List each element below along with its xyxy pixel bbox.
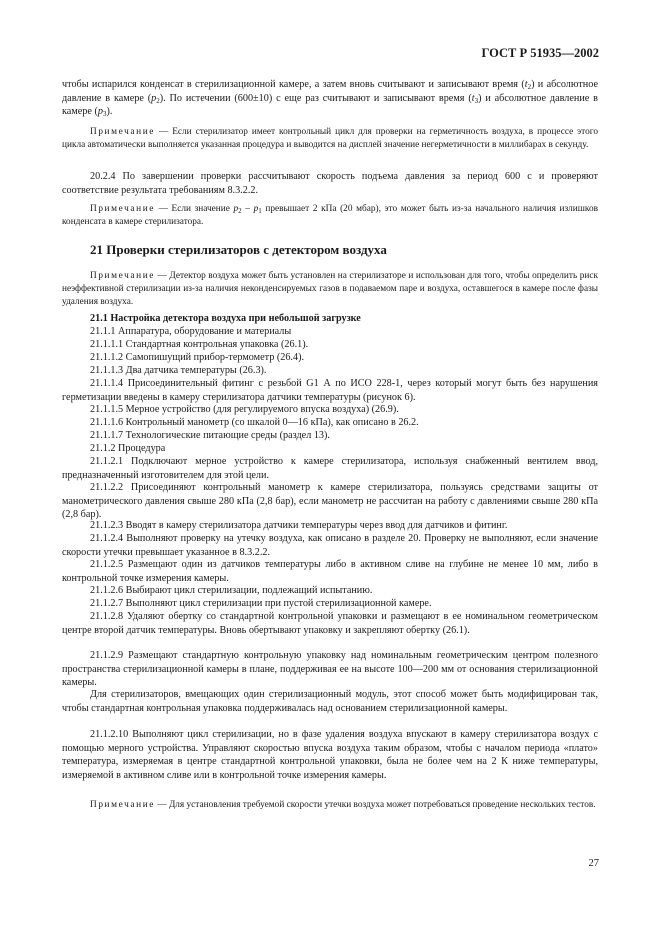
para1-text-c: ). По истечении (600±10) с еще раз считывают и записывают время (	[159, 92, 472, 104]
para1-text-a: чтобы испарился конденсат в стерилизационной камере, а затем вновь считывают и записывают время (	[62, 79, 525, 90]
item-21-1-2-3: 21.1.2.3 Вводят в камеру стерилизатора датчики температуры через ввод для датчиков и фитинг.	[90, 520, 508, 531]
note-pressure-difference	[62, 203, 598, 229]
note-label: Примечание	[90, 800, 155, 810]
note2-text-b: превышает 2 кПа (20 мбар), это может быть из-за начального наличия излишков конденсата в камере стерилизатора.	[62, 204, 599, 227]
para1-text-e: ).	[106, 106, 113, 118]
note-leak-rate	[62, 799, 598, 812]
item-21-1-2-1: 21.1.2.1 Подключают мерное устройство к камере стерилизатора, используя снабженный вентилем ввод, предназначенный изготовителем для этой цели.	[62, 456, 598, 481]
item-21-1-2-6: 21.1.2.6 Выбирают цикл стерилизации, подлежащий испытанию.	[90, 585, 373, 596]
item-21-1-1-6: 21.1.1.6 Контрольный манометр (со шкалой 0—16 кПа), как описано в 26.2.	[90, 417, 419, 428]
item-21-1-1-5: 21.1.1.5 Мерное устройство (для регулируемого впуска воздуха) (26.9).	[90, 404, 399, 415]
item-21-1-2-4: 21.1.2.4 Выполняют проверку на утечку воздуха, как описано в разделе 20. Проверку не выполняют, если значение скорости утечки превышает указанное в 8.3.2.2.	[62, 533, 598, 558]
item-21-1-1-1: 21.1.1.1 Стандартная контрольная упаковка (26.1).	[90, 339, 309, 350]
para1-var-4: p	[97, 106, 103, 118]
item-21-1-1-7: 21.1.1.7 Технологические питающие среды (раздел 13).	[90, 430, 330, 441]
note-text: — Если стерилизатор имеет контрольный цикл для проверки на герметичность воздуха, в процессе этого цикла автоматически выполняется указанная процедура и выводится на дисплей значение негерметичности в миллибарах в секунду.	[62, 127, 598, 150]
note-air-detector	[62, 270, 598, 308]
item-21-1-2-5: 21.1.2.5 Размещают один из датчиков температуры либо в активном сливе на глубине не менее 10 мм, либо в контрольной точке измерения камеры.	[62, 559, 598, 584]
note-label: Примечание	[90, 271, 155, 281]
item-21-1-1-2: 21.1.1.2 Самопишущий прибор-термометр (26.4).	[90, 352, 305, 363]
item-21-1-2-8: 21.1.2.8 Удаляют обертку со стандартной контрольной упаковки и размещают в ее номинальном геометрическом центре второй датчик температуры. Вновь обертывают упаковку и закрепляют обертку (26.1).	[62, 611, 598, 636]
item-21-1-2-2: 21.1.2.2 Присоединяют контрольный манометр к камере стерилизатора, пользуясь средствами защиты от манометрического давления свыше 280 кПа (2,8 бар), если манометр не рассчитан на работу с давлениями свыше 280 кПа (2,8 бар).	[62, 482, 598, 521]
note-label: Примечание	[90, 204, 155, 214]
note-text: — Для установления требуемой скорости утечки воздуха может потребоваться проведение нескольких тестов.	[155, 800, 596, 810]
item-21-1-2-9: 21.1.2.9 Размещают стандартную контрольную упаковку над номинальным геометрическим центром полезного пространства стерилизационной камеры в плане, поддерживая ее на высоте 100—200 мм от основания стерилизационной камеры.	[62, 650, 598, 689]
note-control-cycle	[62, 126, 598, 152]
item-21-1-2-7: 21.1.2.7 Выполняют цикл стерилизации при пустой стерилизационной камере.	[90, 598, 432, 609]
para1-text-b: ) и абсолютное давление в камере (	[62, 79, 598, 104]
page-number: 27	[588, 858, 599, 869]
para1-text-d: ) и абсолютное давление в камере (	[62, 92, 598, 118]
note2-var-2: p	[253, 204, 259, 214]
item-21-1-2: 21.1.2 Процедура	[90, 443, 166, 454]
item-21-1-1-4: 21.1.1.4 Присоединительный фитинг с резьбой G1 А по ИСО 228-1, через который могут быть без нарушения герметизации введены в камеру стерилизатора датчики температуры (рисунок 6).	[62, 378, 598, 403]
paragraph-20-2-4: 20.2.4 По завершении проверки рассчитывают скорость подъема давления за период 600 с и проверяют соответствие результата требованиям 8.3.2.2.	[62, 171, 598, 196]
para1-var-2: p	[151, 92, 157, 104]
note2-sub-1: 2	[238, 207, 242, 215]
note-text: — Детектор воздуха может быть установлен на стерилизаторе и использован для того, чтобы определить риск неэффективной стерилизации из-за наличия неконденсируемых газов в подаваемом паре и воздуха, оставшегося в камере после фазы удаления воздуха.	[62, 271, 598, 307]
note2-sub-2: 1	[258, 207, 262, 215]
para1-sub-4: 3	[102, 110, 107, 119]
paragraph-single-module: Для стерилизаторов, вмещающих один стерилизационный модуль, этот способ может быть модифицирован так, чтобы стандартная контрольная упаковка поддерживалась над основанием стерилизационной камеры.	[62, 689, 598, 714]
item-21-1-2-10: 21.1.2.10 Выполняют цикл стерилизации, но в фазе удаления воздуха впускают в камеру стерилизатора воздух с помощью мерного устройства. Управляют скоростью впуска воздуха таким образом, чтобы с началом периода «плато» температура, измеряемая в центре стандартной контрольной упаковки, была не более чем на 2 К ниже температуры, измеряемой в активном сливе или в контрольной точке измерения камеры.	[62, 729, 598, 782]
note-label: Примечание	[90, 127, 155, 137]
note2-var-1: p	[233, 204, 239, 214]
para1-sub-1: 2	[527, 83, 532, 91]
section-21-title: 21 Проверки стерилизаторов с детектором воздуха	[90, 242, 387, 257]
para1-sub-3: 3	[474, 96, 479, 105]
para1-var-1: t	[524, 79, 528, 90]
item-21-1-1-3: 21.1.1.3 Два датчика температуры (26.3).	[90, 365, 267, 376]
item-21-1-1: 21.1.1 Аппаратура, оборудование и материалы	[90, 326, 292, 337]
para1-sub-2: 2	[156, 96, 160, 105]
document-code: ГОСТ Р 51935—2002	[481, 46, 599, 60]
note2-text-a: — Если значение	[155, 204, 234, 214]
paragraph-measurement-continued	[62, 78, 598, 119]
subsection-21-1-title: 21.1 Настройка детектора воздуха при небольшой загрузке	[90, 313, 361, 324]
note2-minus: –	[241, 204, 254, 214]
para1-var-3: t	[471, 92, 475, 104]
